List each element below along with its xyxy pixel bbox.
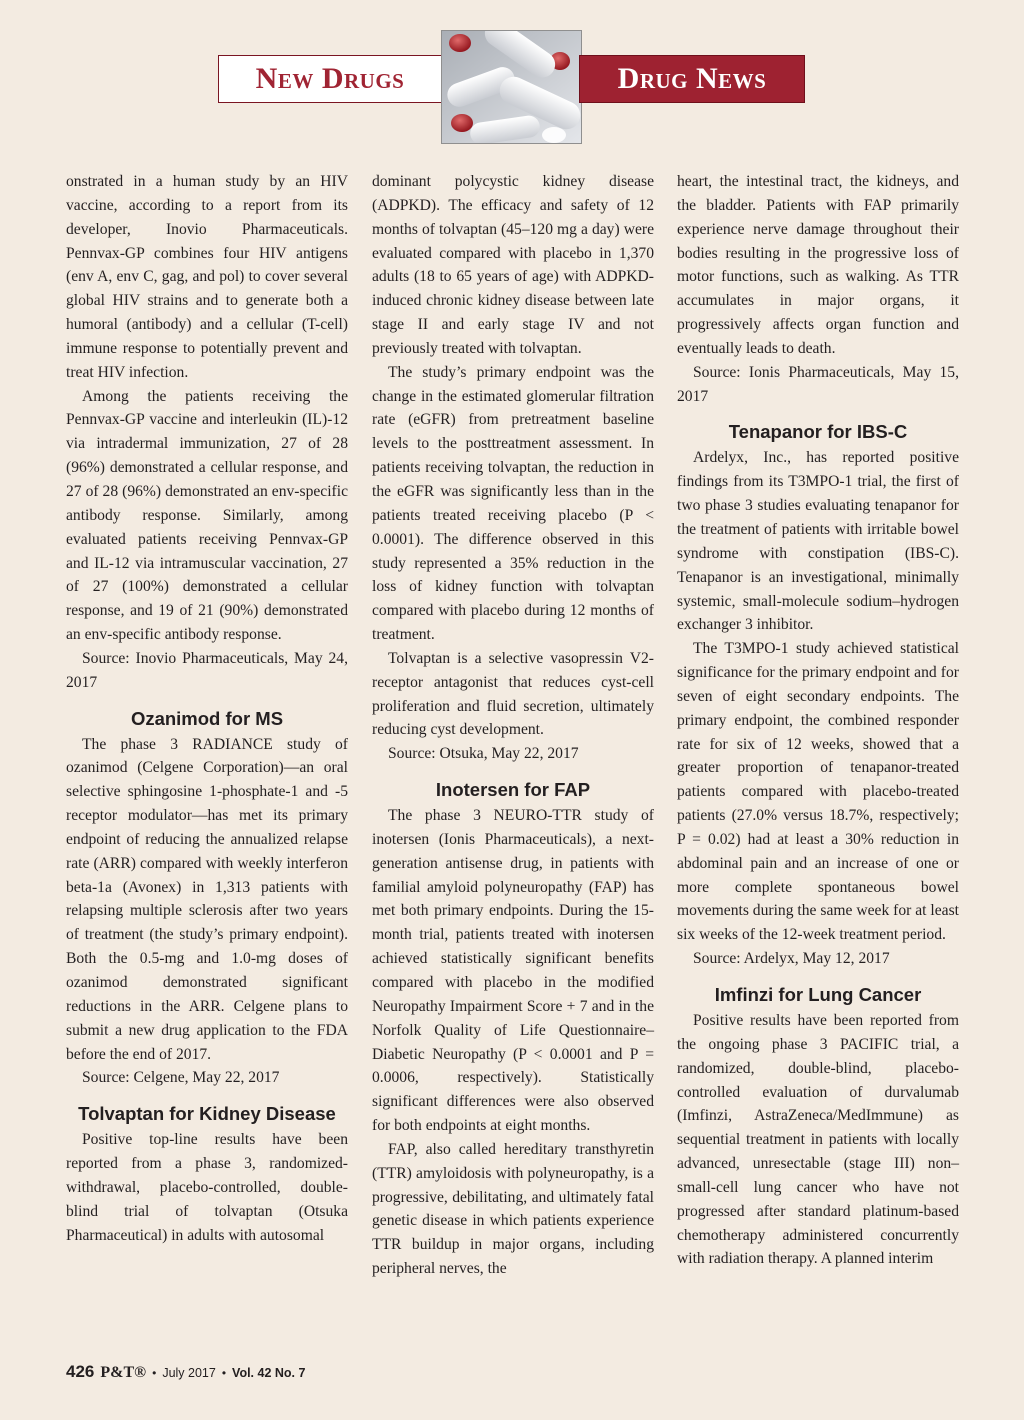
body-paragraph: The T3MPO-1 study achieved statistical significance for the primary endpoint and for seven of eight secondary endpoints. The primary endpoint, the combined responder rate for six of 12 weeks, showed that a greater proportion of tenapanor-treated patients compared with placebo-treated patients (27.0% versus 18.7%, respectively; P = 0.02) had at least a 30% reduction in abdominal pain and an increase of one or more complete spontaneous bowel movements during the same week for at least six weeks of the 12-week treatment period. [677,640,959,944]
body-paragraph: The phase 3 RADIANCE study of ozanimod (Celgene Corporation)—an oral selective sphingosine 1-phosphate-1 and -5 receptor modulator—has met its primary endpoint of reducing the annualized relapse rate (ARR) compared with weekly interferon beta-1a (Avonex) in 1,313 patients with relapsing multiple sclerosis after two years of treatment (the study’s primary endpoint). Both the 0.5-mg and 1.0-mg doses of ozanimod demonstrated significant reductions in the ARR. Celgene plans to submit a new drug application to the FDA before the end of 2017. [66,735,348,1063]
body-paragraph: FAP, also called hereditary transthyretin (TTR) amyloidosis with polyneuropathy, is a progressive, debilitating, and ultimately fatal genetic disease in which patients experience TTR buildup in major organs, including peripheral nerves, the [372,1140,654,1278]
body-paragraph: Tolvaptan is a selective vasopressin V2-receptor antagonist that reduces cyst-cell proliferation and fluid secretion, ultimately reducing cyst development. [372,649,654,739]
journal-name: P&T® [100,1364,147,1381]
body-paragraph: Among the patients receiving the Pennvax-GP vaccine and interleukin (IL)-12 via intradermal immunization, 27 of 28 (96%) demonstrated a cellular response, and 27 of 28 (96%) demonstrated an env-specific antibody response. Similarly, among evaluated patients receiving Pennvax-GP and IL-12 via intramuscular vaccination, 27 of 27 (100%) demonstrated a cellular response, and 19 of 21 (90%) demonstrated an env-specific antibody response. [66,387,348,644]
pills-image [442,31,581,143]
section-heading: Inotersen for FAP [435,779,591,801]
body-paragraph: Ardelyx, Inc., has reported positive findings from its T3MPO-1 trial, the first of two phase 3 studies evaluating tenapanor for the treatment of patients with irritable bowel syndrome with constipation (IBS-C). Tenapanor is an investigational, minimally systemic, small-molecule sodium–hydrogen exchanger 3 inhibitor. [677,449,959,634]
body-paragraph: onstrated in a human study by an HIV vaccine, according to a report from its developer, Inovio Pharmaceuticals. Pennvax-GP combines four HIV antigens (env A, env C, gag, and pol) to cover several global HIV strains and to generate both a humoral (antibody) and a cellular (T-cell) immune response to potentially prevent and treat HIV infection. [66,173,348,381]
pills-photo [441,30,582,144]
separator-dot: • [221,1366,227,1380]
section-heading: Tolvaptan for Kidney Disease [78,1103,336,1125]
source-citation: Source: Celgene, May 22, 2017 [82,1069,280,1087]
volume-issue: Vol. 42 No. 7 [232,1366,306,1380]
drug-news-title: Drug News [617,62,767,95]
body-paragraph: dominant polycystic kidney disease (ADPKD). The efficacy and safety of 12 months of tolvaptan (45–120 mg a day) were evaluated compared with placebo in 1,370 adults (18 to 65 years of age) with ADPKD-induced chronic kidney disease between late stage II and early stage IV and not previously treated with tolvaptan. [372,173,654,357]
separator-dot: • [152,1366,157,1380]
text-column-1 [66,170,348,1247]
body-paragraph: heart, the intestinal tract, the kidneys, and the bladder. Patients with FAP primarily experience nerve damage throughout their bodies resulting in the progressive loss of motor functions, such as walking. As TTR accumulates in major organs, it progressively affects organ function and eventually leads to death. [677,173,959,357]
text-column-3 [677,170,959,1271]
source-citation: Source: Inovio Pharmaceuticals, May 24, 2017 [66,649,348,691]
drug-news-banner [579,55,805,103]
body-paragraph: Positive top-line results have been reported from a phase 3, randomized-withdrawal, placebo-controlled, double-blind trial of tolvaptan (Otsuka Pharmaceutical) in adults with autosomal [66,1131,348,1244]
section-heading: Imfinzi for Lung Cancer [714,984,922,1005]
page-number: 426 [66,1362,95,1381]
text-column-2 [372,170,654,1281]
page-header [0,0,1024,160]
source-citation: Source: Ionis Pharmaceuticals, May 15, 2017 [677,363,959,405]
page-footer [66,1362,305,1382]
section-heading: Tenapanor for IBS-C [728,421,908,443]
body-paragraph: Positive results have been reported from the ongoing phase 3 PACIFIC trial, a randomized, double-blind, placebo-controlled evaluation of durvalumab (Imfinzi, AstraZeneca/MedImmune) as sequential treatment in patients with locally advanced, unresectable (stage III) non–small-cell lung cancer who have not progressed after standard platinum-based chemotherapy administered concurrently with radiation therapy. A planned interim [677,1012,959,1268]
body-paragraph: The phase 3 NEURO-TTR study of inotersen (Ionis Pharmaceuticals), a next-generation antisense drug, in patients with familial amyloid polyneuropathy (FAP) has met both primary endpoints. During the 15-month trial, patients treated with inotersen achieved statistically significant benefits compared with placebo in the modified Neuropathy Impairment Score + 7 and in the Norfolk Quality of Life Questionnaire–Diabetic Neuropathy (P < 0.0001 and P = 0.0006, respectively). Statistically significant differences were also observed for both endpoints at eight months. [372,807,654,1135]
new-drugs-banner [218,55,442,103]
section-heading: Ozanimod for MS [130,707,284,729]
issue-date: July 2017 [162,1366,216,1380]
body-paragraph: The study’s primary endpoint was the change in the estimated glomerular filtration rate (eGFR) from pretreatment baseline levels to the posttreatment assessment. In patients receiving tolvaptan, the reduction in the eGFR was significantly less than in the patients treated receiving placebo (P < 0.0001). The difference observed in this study represented a 35% reduction in the loss of kidney function with tolvaptan compared with placebo during 12 months of treatment. [372,363,654,644]
source-citation: Source: Ardelyx, May 12, 2017 [693,950,890,968]
source-citation: Source: Otsuka, May 22, 2017 [388,745,579,763]
new-drugs-title: New Drugs [255,62,405,95]
